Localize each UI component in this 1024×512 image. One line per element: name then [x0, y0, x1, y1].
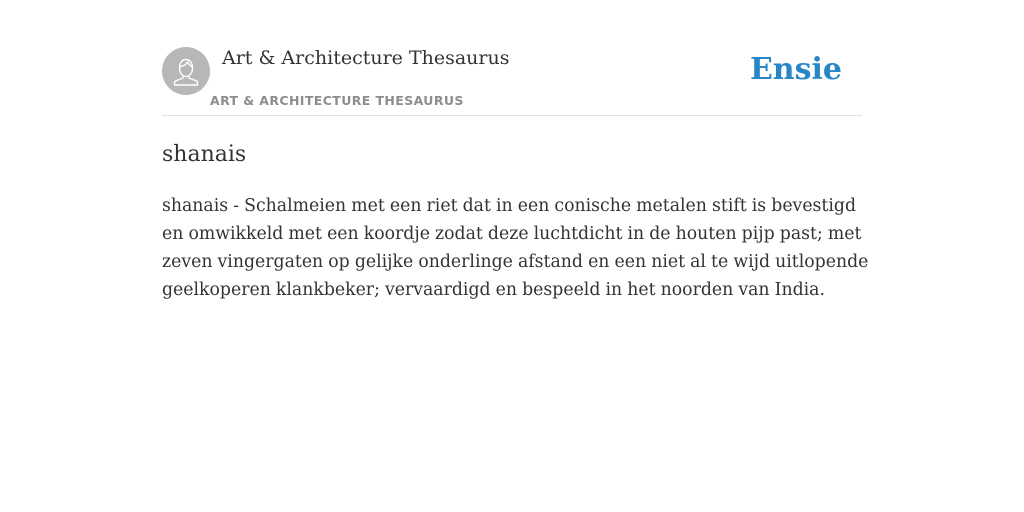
source-header [162, 0, 862, 116]
definition-line: shanais - Schalmeien met een riet dat in een conische metalen stift is bevestigd [162, 196, 857, 216]
entry-term: shanais [162, 142, 247, 167]
source-title[interactable]: Art & Architecture Thesaurus [222, 47, 510, 69]
definition-line: zeven vingergaten op gelijke onderlinge afstand en een niet al te wijd uitlopende [162, 252, 869, 272]
definition-line: en omwikkeld met een koordje zodat deze luchtdicht in de houten pijp past; met [162, 224, 862, 244]
source-avatar[interactable] [162, 47, 210, 95]
user-silhouette-icon [162, 47, 210, 95]
entry-definition [162, 192, 869, 304]
definition-line: geelkoperen klankbeker; vervaardigd en bespeeld in het noorden van India. [162, 280, 825, 300]
brand-logo[interactable]: Ensie [749, 52, 842, 87]
source-subtitle[interactable]: ART & ARCHITECTURE THESAURUS [210, 93, 464, 108]
